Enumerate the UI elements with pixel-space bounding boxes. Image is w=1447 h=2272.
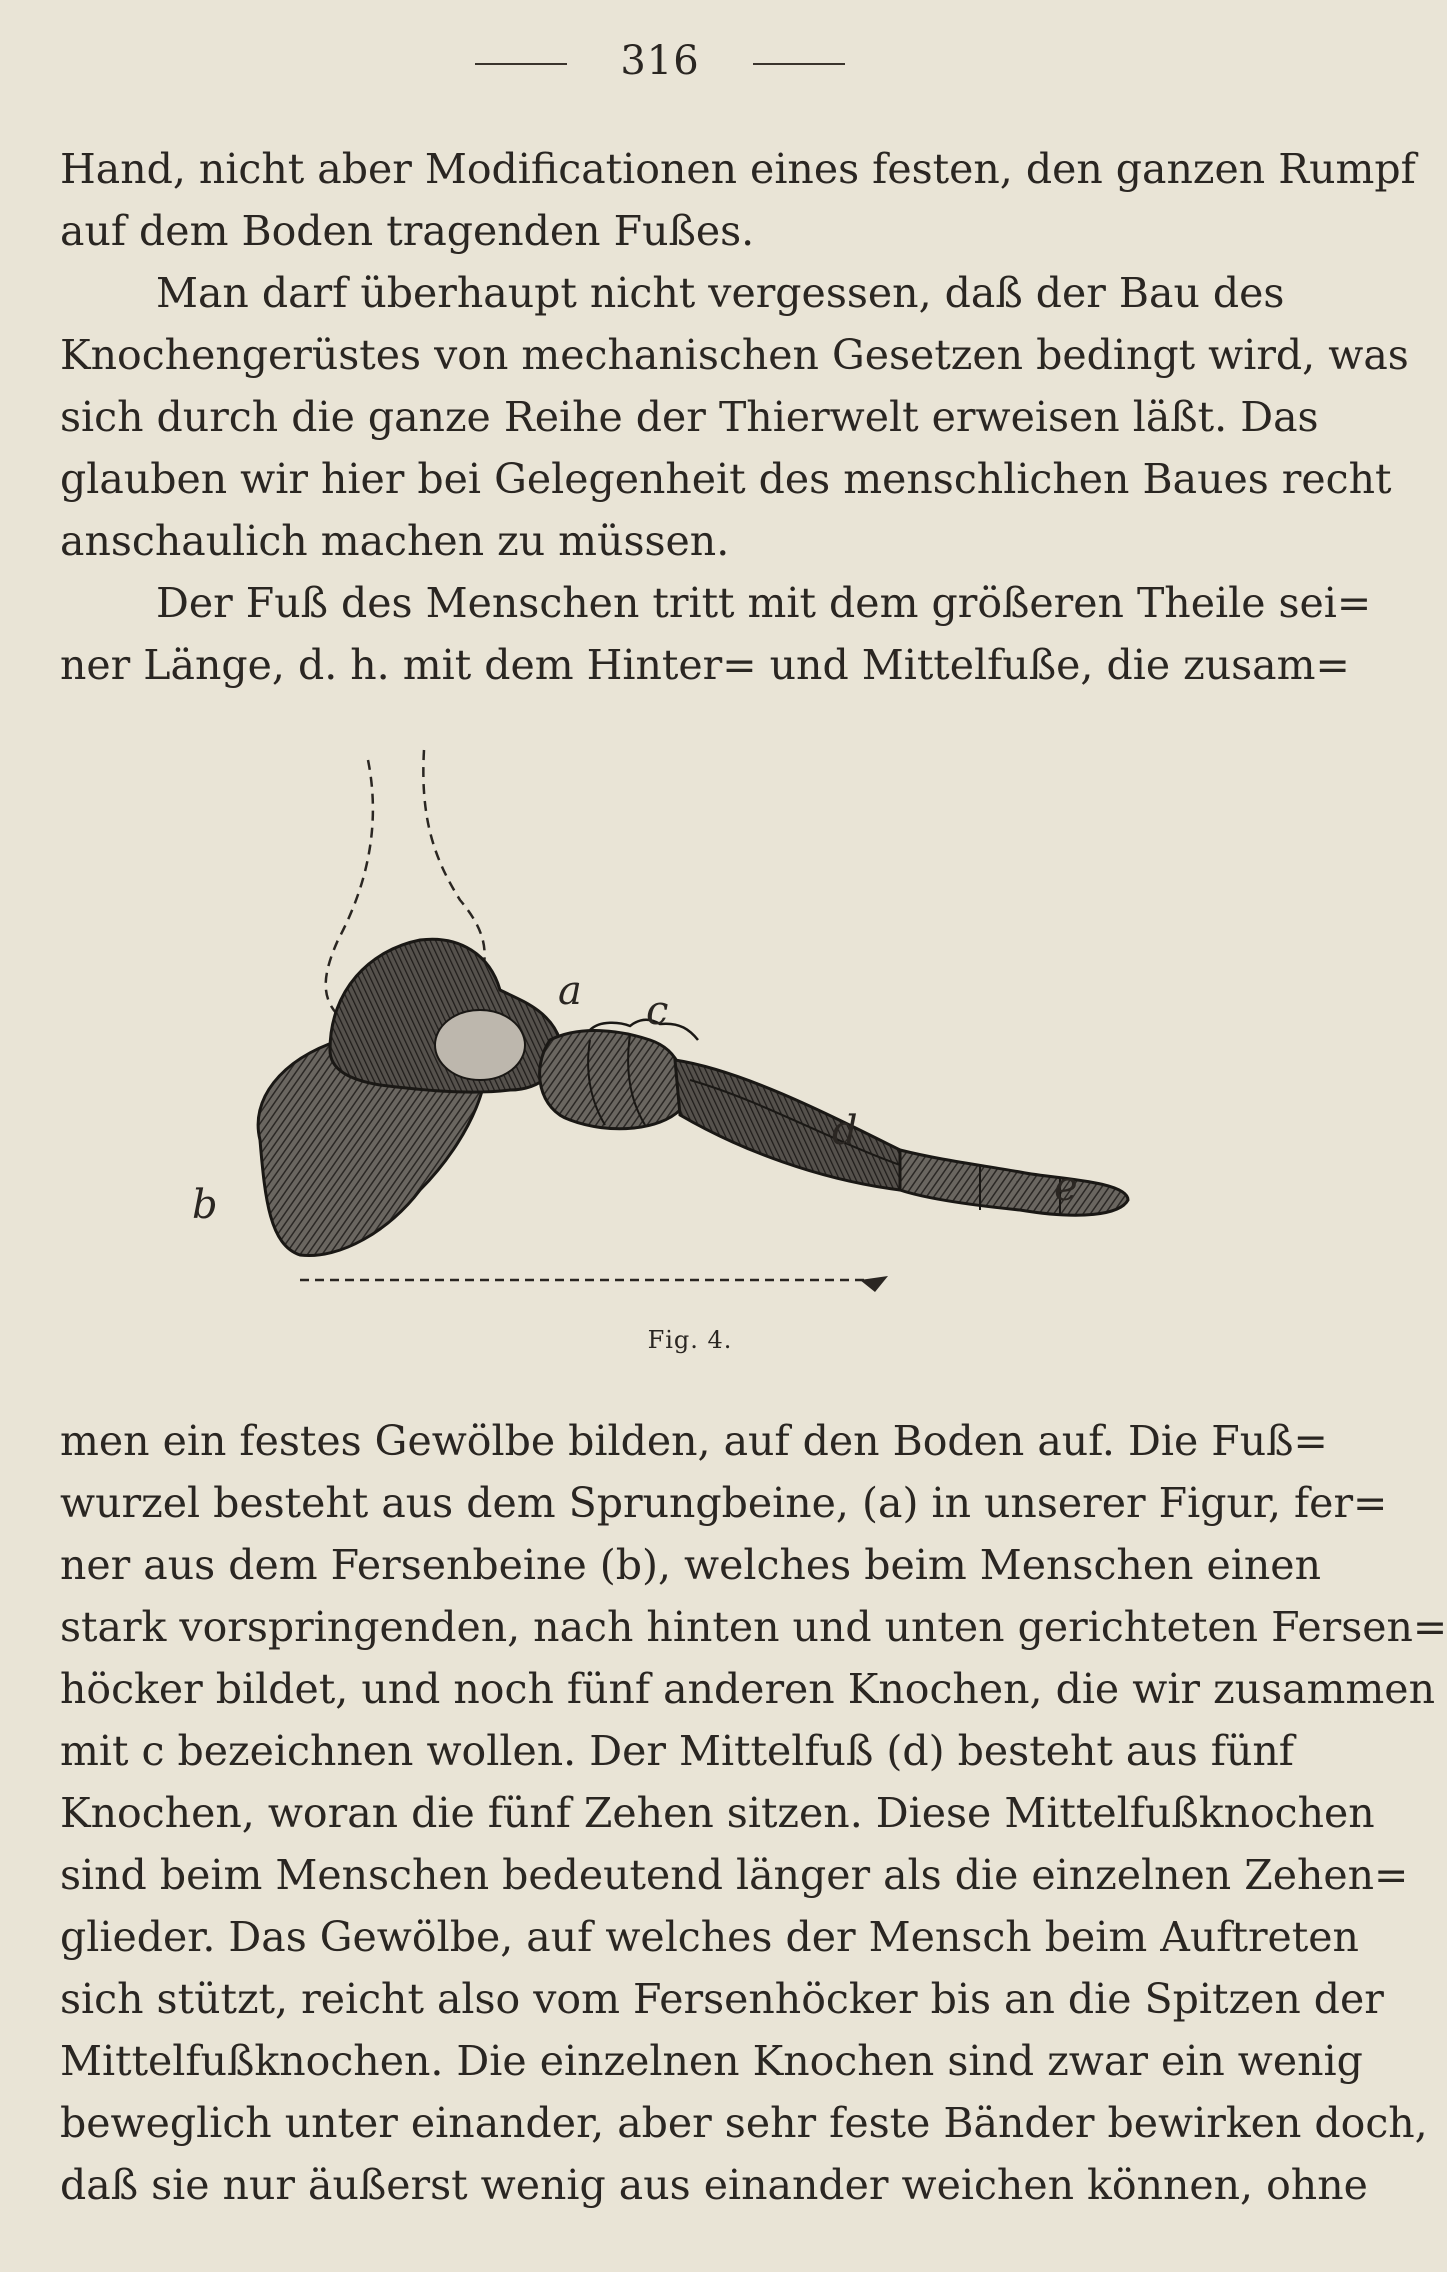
figure-label-b: b bbox=[192, 1182, 218, 1228]
text-line: höcker bildet, und noch fünf anderen Knochen, die wir zusammen bbox=[60, 1665, 1435, 1713]
text-line: sich durch die ganze Reihe der Thierwelt erweisen läßt. Das bbox=[60, 393, 1319, 441]
text-line: beweglich unter einander, aber sehr feste Bänder bewirken doch, bbox=[60, 2099, 1428, 2147]
text-line: mit c bezeichnen wollen. Der Mittelfuß (d) besteht aus fünf bbox=[60, 1727, 1294, 1775]
foot-bones-illustration bbox=[220, 740, 1160, 1300]
page-number: 316 bbox=[620, 38, 700, 84]
page-header bbox=[0, 38, 1320, 84]
foot-skeleton-figure bbox=[192, 740, 1160, 1354]
metatarsal-bones bbox=[675, 1060, 915, 1190]
figure-label-d: d bbox=[832, 1108, 858, 1154]
figure-label-c: c bbox=[646, 988, 669, 1034]
figure-label-a: a bbox=[558, 968, 582, 1014]
text-line: Mittelfußknochen. Die einzelnen Knochen sind zwar ein wenig bbox=[60, 2037, 1363, 2085]
text-line: anschaulich machen zu müssen. bbox=[60, 517, 730, 565]
toe-phalanges bbox=[900, 1150, 1128, 1215]
text-line: daß sie nur äußerst wenig aus einander weichen können, ohne bbox=[60, 2161, 1368, 2209]
tarsal-bones bbox=[540, 1031, 684, 1129]
text-line: glauben wir hier bei Gelegenheit des menschlichen Baues recht bbox=[60, 455, 1392, 503]
text-block-top bbox=[60, 138, 1416, 696]
figure-label-e: e bbox=[1054, 1164, 1078, 1210]
text-line: ner aus dem Fersenbeine (b), welches beim Menschen einen bbox=[60, 1541, 1321, 1589]
text-line: Knochengerüstes von mechanischen Gesetzen bedingt wird, was bbox=[60, 331, 1409, 379]
text-line: sind beim Menschen bedeutend länger als die einzelnen Zehen= bbox=[60, 1851, 1409, 1899]
text-line: Hand, nicht aber Modificationen eines festen, den ganzen Rumpf bbox=[60, 145, 1416, 193]
text-line: auf dem Boden tragenden Fußes. bbox=[60, 207, 755, 255]
text-line: men ein festes Gewölbe bilden, auf den Boden auf. Die Fuß= bbox=[60, 1417, 1328, 1465]
text-line: ner Länge, d. h. mit dem Hinter= und Mittelfuße, die zusam= bbox=[60, 641, 1350, 689]
header-rule-left bbox=[475, 63, 567, 65]
text-block-bottom bbox=[60, 1410, 1447, 2216]
text-line: sich stützt, reicht also vom Fersenhöcker bis an die Spitzen der bbox=[60, 1975, 1384, 2023]
header-rule-right bbox=[753, 63, 845, 65]
text-line: glieder. Das Gewölbe, auf welches der Mensch beim Auftreten bbox=[60, 1913, 1359, 1961]
text-line: Man darf überhaupt nicht vergessen, daß der Bau des bbox=[156, 269, 1285, 317]
text-line: stark vorspringenden, nach hinten und unten gerichteten Fersen= bbox=[60, 1603, 1447, 1651]
text-line: wurzel besteht aus dem Sprungbeine, (a) in unserer Figur, fer= bbox=[60, 1479, 1388, 1527]
figure-caption: Fig. 4. bbox=[647, 1326, 733, 1354]
text-line: Der Fuß des Menschen tritt mit dem größeren Theile sei= bbox=[156, 579, 1372, 627]
talus-bone bbox=[330, 939, 561, 1092]
text-line: Knochen, woran die fünf Zehen sitzen. Diese Mittelfußknochen bbox=[60, 1789, 1375, 1837]
